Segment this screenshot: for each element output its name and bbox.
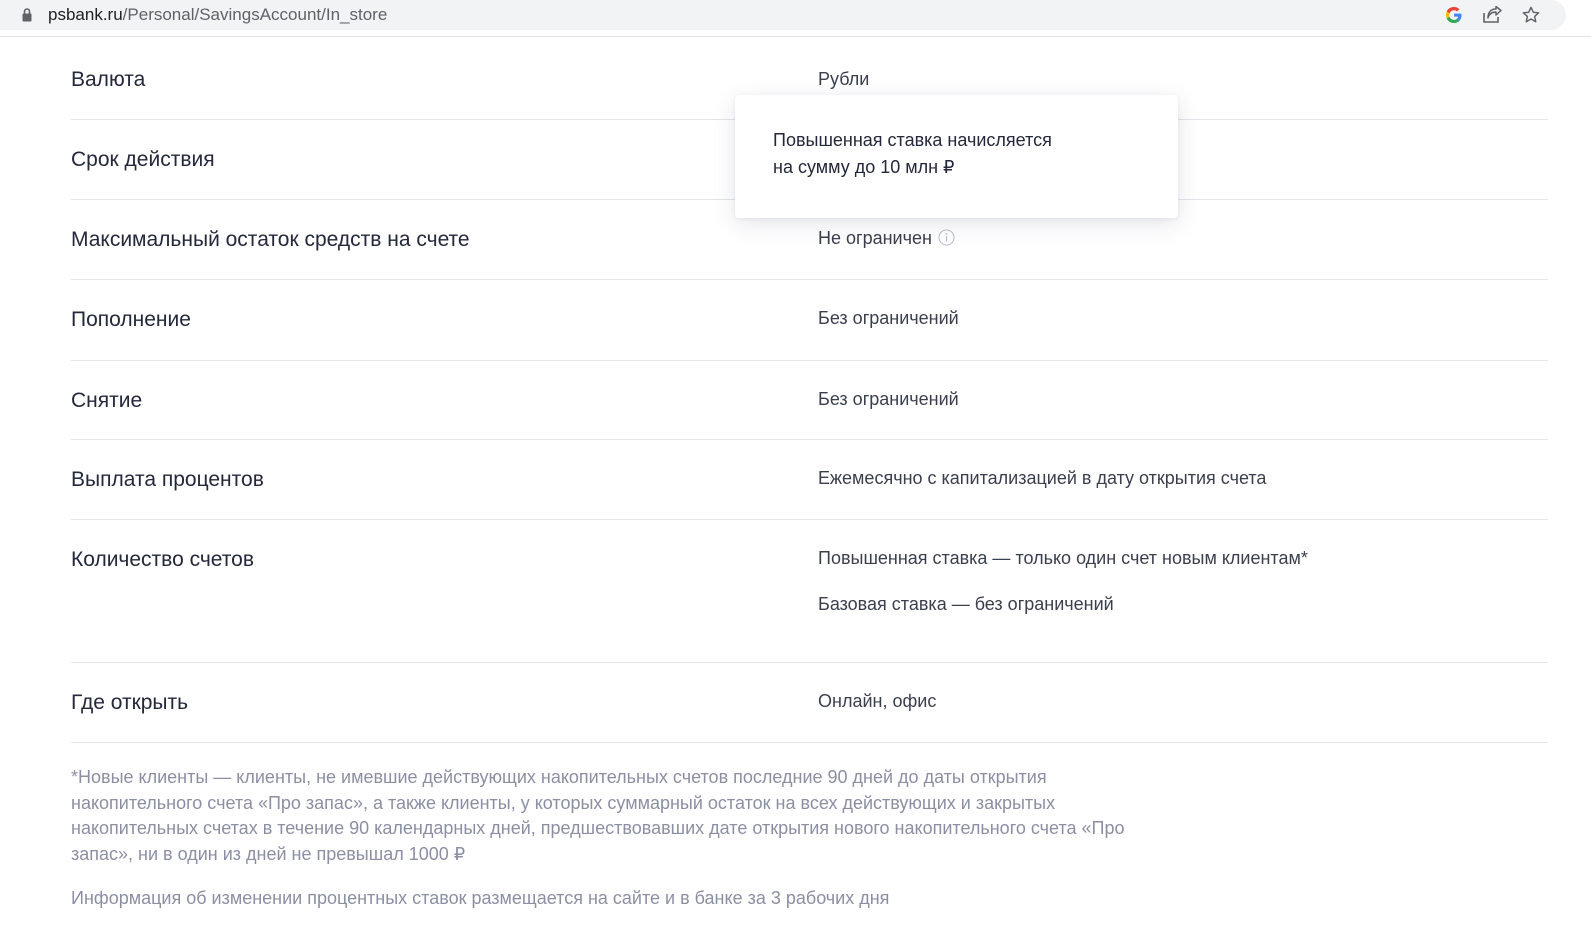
url-text[interactable]	[48, 5, 387, 25]
row-value-text: Не ограничен	[818, 228, 932, 248]
row-label: Выплата процентов	[71, 468, 264, 491]
url-domain: psbank.ru	[48, 5, 123, 24]
row-value	[818, 228, 955, 249]
lock-icon	[22, 8, 32, 22]
rate-tooltip	[735, 95, 1178, 218]
row-value: Онлайн, офис	[818, 691, 937, 711]
row-label: Количество счетов	[71, 548, 255, 571]
table-row-interest-payment	[71, 440, 1548, 520]
rate-change-note: Информация об изменении процентных ставок размещается на сайте и в банке за 3 рабочих дня	[71, 888, 890, 908]
row-label: Где открыть	[71, 691, 189, 714]
row-label: Снятие	[71, 389, 143, 412]
table-row-replenishment	[71, 280, 1548, 361]
row-label: Пополнение	[71, 308, 191, 331]
row-label: Срок действия	[71, 148, 215, 171]
row-value: Без ограничений	[818, 389, 959, 409]
new-clients-footnote	[71, 765, 1124, 868]
table-row-accounts-count	[71, 520, 1548, 663]
footnote-line: накопительных счетах в течение 90 календарных дней, предшествовавших дате открытия нового накопительного счета «Про	[71, 818, 1125, 839]
share-icon[interactable]	[1481, 4, 1503, 26]
row-value: Повышенная ставка — только один счет новым клиентам*	[818, 548, 1308, 568]
footnote-line: запас», ни в один из дней не превышал 1000 ₽	[71, 844, 466, 865]
row-label: Максимальный остаток средств на счете	[71, 228, 470, 251]
row-value: Без ограничений	[818, 308, 959, 328]
url-path: /Personal/SavingsAccount/In_store	[122, 5, 388, 24]
tooltip-line-1: Повышенная ставка начисляется	[773, 130, 1052, 150]
table-row-withdrawal	[71, 361, 1548, 440]
row-value-secondary: Базовая ставка — без ограничений	[818, 594, 1114, 614]
info-icon[interactable]	[938, 229, 955, 246]
bookmark-star-icon[interactable]	[1520, 4, 1542, 26]
footnote-line: накопительного счета «Про запас», а также клиенты, у которых суммарный остаток на всех действующих и закрытых	[71, 792, 1056, 813]
row-value: Ежемесячно с капитализацией в дату открытия счета	[818, 468, 1267, 488]
row-value: Рубли	[818, 69, 870, 89]
tooltip-line-2: на сумму до 10 млн ₽	[773, 157, 955, 177]
address-bar[interactable]	[0, 0, 1566, 30]
table-row-where-to-open	[71, 663, 1548, 743]
row-label: Валюта	[71, 68, 146, 91]
footnote-line: *Новые клиенты — клиенты, не имевшие действующих накопительных счетов последние 90 дней до даты открытия	[71, 767, 1047, 787]
google-icon[interactable]	[1443, 4, 1465, 26]
